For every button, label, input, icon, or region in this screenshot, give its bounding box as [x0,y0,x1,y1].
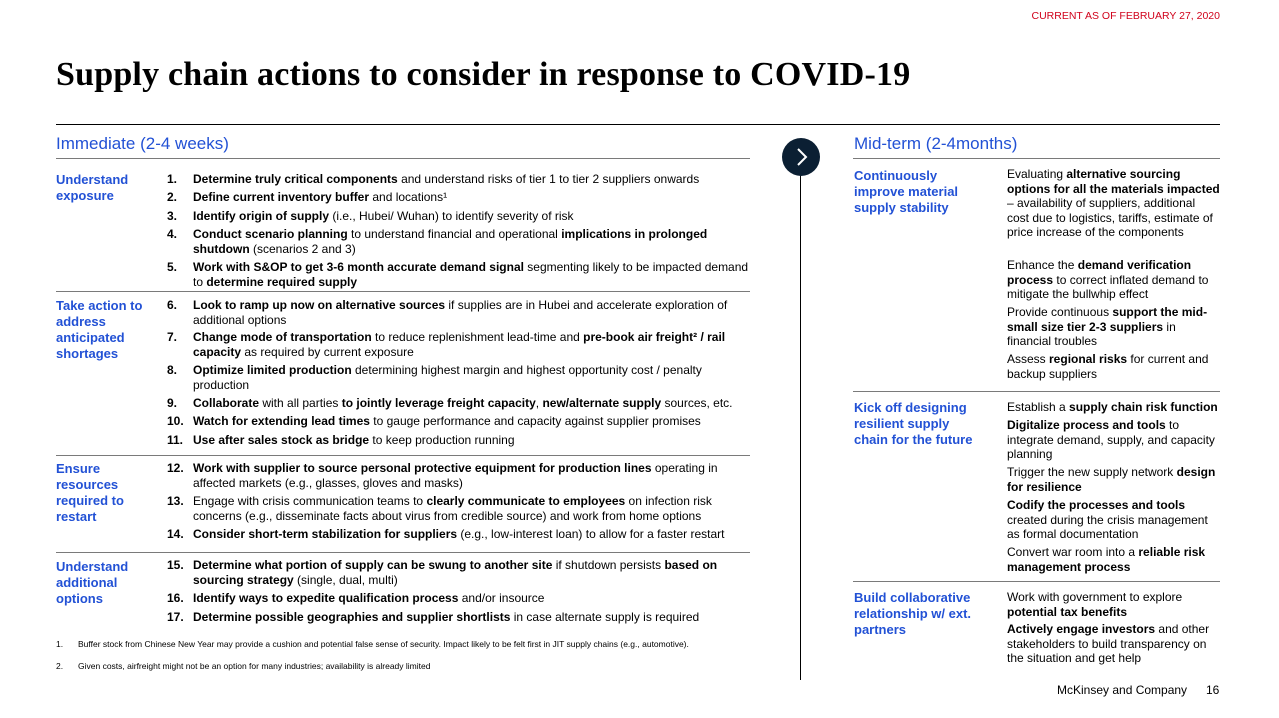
midterm-item-9: Convert war room into a reliable risk management process [1007,545,1206,574]
group-label-take-action: Take action to address anticipated shortages [56,298,143,361]
item-text: Identify ways to expedite qualification process and/or insource [193,591,545,605]
group-divider [853,391,1220,392]
midterm-item-5: Establish a supply chain risk function [1007,400,1218,414]
item-text: Change mode of transportation to reduce replenishment lead-time and pre-book air freight² / rail capacity as required by current exposure [193,330,726,359]
item-text: Conduct scenario planning to understand financial and operational implications in prolonged shutdown (scenarios 2 and 3) [193,227,708,256]
midterm-item-3: Provide continuous support the mid-small size tier 2-3 suppliers in financial troubles [1007,305,1208,348]
midterm-item-7: Trigger the new supply network design for resilience [1007,465,1216,494]
item-number: 1. [167,172,178,186]
immediate-heading: Immediate (2-4 weeks) [56,134,229,153]
column-divider [800,160,801,680]
page-title: Supply chain actions to consider in response to COVID-19 [56,56,911,93]
group-label-ensure-resources: Ensure resources required to restart [56,461,124,524]
item-number: 3. [167,209,178,223]
item-text: Optimize limited production determining highest margin and highest opportunity cost / penalty production [193,363,702,392]
item-text: Work with S&OP to get 3-6 month accurate demand signal segmenting likely to be impacted demand to determine required supply [193,260,749,289]
group-label-supply-stability: Continuously improve material supply stability [854,168,959,215]
item-number: 12. [167,461,184,475]
page-number: 16 [1206,683,1220,697]
item-number: 14. [167,527,184,541]
group-label-understand-exposure: Understand exposure [56,172,129,203]
midterm-item-2: Enhance the demand verification process to correct inflated demand to mitigate the bullwhip effect [1007,258,1209,301]
midterm-heading: Mid-term (2-4months) [854,134,1018,153]
immediate-underline [56,158,750,159]
item-text: Determine truly critical components and understand risks of tier 1 to tier 2 suppliers onwards [193,172,700,186]
item-text: Determine what portion of supply can be swung to another site if shutdown persists based on sourcing strategy (single, dual, multi) [193,558,718,587]
midterm-item-8: Codify the processes and tools created during the crisis management as formal documentation [1007,498,1208,541]
footnote-number: 2. [56,661,64,671]
item-text: Use after sales stock as bridge to keep production running [193,433,515,447]
item-number: 6. [167,298,178,312]
item-number: 11. [167,433,184,447]
item-number: 2. [167,190,178,204]
item-number: 13. [167,494,184,508]
item-number: 5. [167,260,178,274]
item-number: 16. [167,591,184,605]
title-divider [56,124,1220,125]
item-text: Define current inventory buffer and locations¹ [193,190,448,204]
item-number: 8. [167,363,178,377]
group-divider [56,455,750,456]
midterm-item-11: Actively engage investors and other stakeholders to build transparency on the situation and get help [1007,622,1210,665]
group-label-resilient-supply-chain: Kick off designing resilient supply chain for the future [854,400,973,447]
item-number: 17. [167,610,184,624]
midterm-item-6: Digitalize process and tools to integrate demand, supply, and capacity planning [1007,418,1215,461]
item-text: Work with supplier to source personal protective equipment for production lines operating in affected markets (e.g., glasses, gloves and masks) [193,461,718,490]
group-divider [853,581,1220,582]
footer-brand: McKinsey and Company [1057,683,1188,697]
item-number: 9. [167,396,178,410]
item-text: Determine possible geographies and supplier shortlists in case alternate supply is required [193,610,700,624]
group-divider [56,291,750,292]
item-number: 4. [167,227,178,241]
item-number: 7. [167,330,178,344]
footnote-number: 1. [56,639,64,649]
item-text: Engage with crisis communication teams to clearly communicate to employees on infection risk concerns (e.g., disseminate facts about virus from credible source) and work from home options [193,494,712,523]
item-text: Collaborate with all parties to jointly leverage freight capacity, new/alternate supply sources, etc. [193,396,733,410]
midterm-item-10: Work with government to explore potential tax benefits [1007,590,1183,619]
chevron-right-icon [782,138,820,176]
item-text: Identify origin of supply (i.e., Hubei/ Wuhan) to identify severity of risk [193,209,574,223]
item-number: 15. [167,558,184,572]
item-text: Watch for extending lead times to gauge performance and capacity against supplier promises [193,414,701,428]
footnote-1: Buffer stock from Chinese New Year may provide a cushion and potential false sense of security. Impact likely to be felt first in JIT supply chains (e.g., automotive). [78,639,689,649]
date-stamp: CURRENT AS OF FEBRUARY 27, 2020 [1031,10,1220,22]
footnote-2: Given costs, airfreight might not be an option for many industries; availability is already limited [78,661,431,671]
item-text: Consider short-term stabilization for suppliers (e.g., low-interest loan) to allow for a faster restart [193,527,725,541]
midterm-underline [853,158,1220,159]
group-divider [56,552,750,553]
group-label-collaborative-relationship: Build collaborative relationship w/ ext. partners [854,590,972,637]
next-arrow-icon [782,138,820,176]
item-text: Look to ramp up now on alternative sources if supplies are in Hubei and accelerate exploration of additional options [193,298,728,327]
midterm-item-1: Evaluating alternative sourcing options for all the materials impacted – availability of suppliers, additional cost due to logistics, tariffs, estimate of price increase of the components [1007,167,1220,239]
item-number: 10. [167,414,184,428]
group-label-understand-options: Understand additional options [56,559,129,606]
midterm-item-4: Assess regional risks for current and backup suppliers [1007,352,1209,381]
